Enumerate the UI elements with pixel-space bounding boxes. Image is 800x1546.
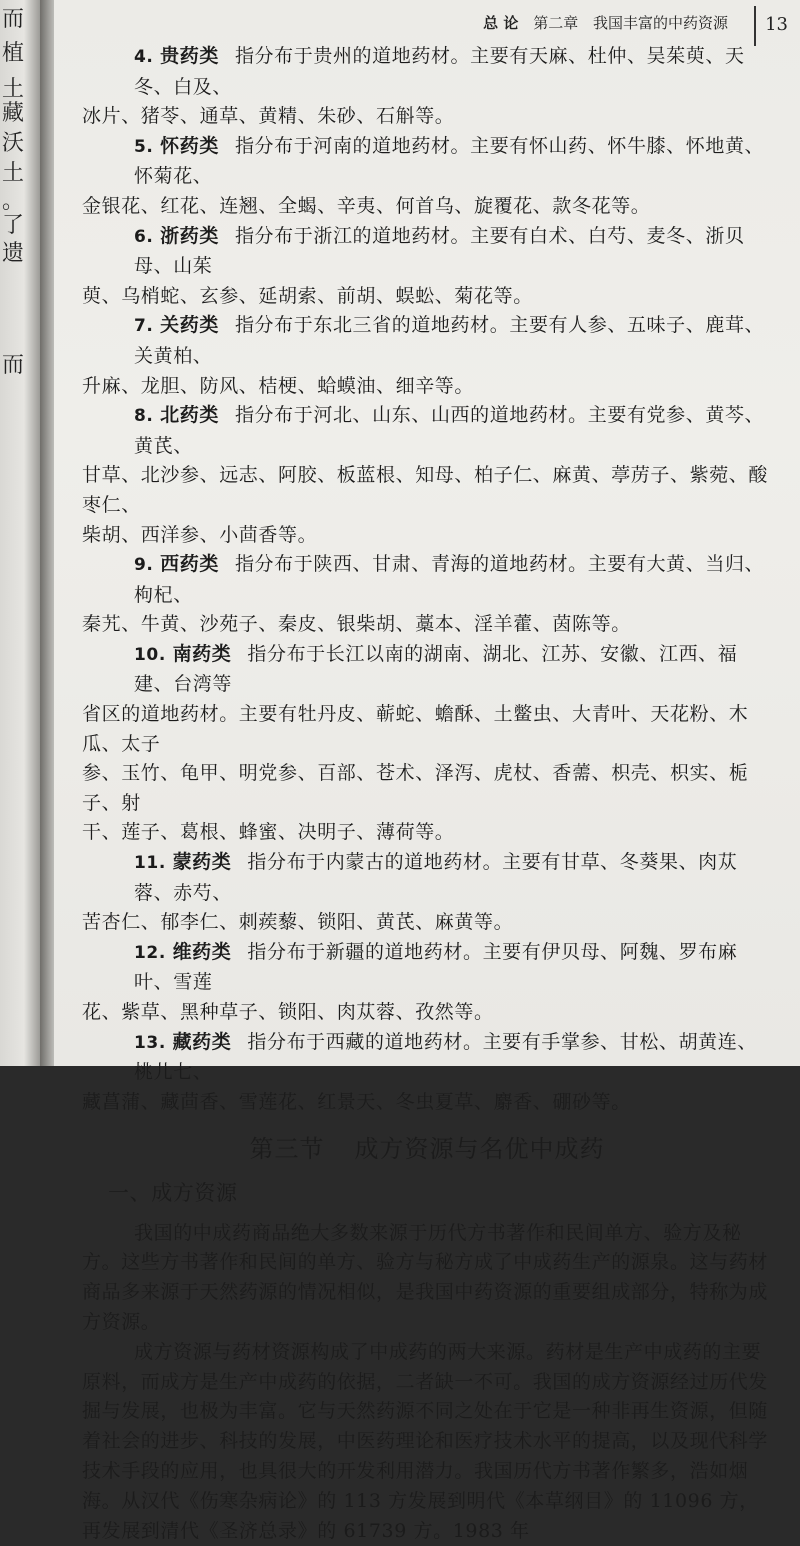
entry-continuation: 干、莲子、葛根、蜂蜜、决明子、薄荷等。 (82, 821, 455, 844)
entry-continuation: 省区的道地药材。主要有牡丹皮、蕲蛇、蟾酥、土鳖虫、大青叶、天花粉、木瓜、太子 (82, 703, 749, 755)
header-chapter: 第二章 (533, 14, 579, 32)
medicine-category-entry (82, 132, 772, 222)
entry-description: 指分布于陕西、甘肃、青海的道地药材。主要有大黄、当归、枸杞、 (134, 553, 765, 606)
entry-description: 指分布于河北、山东、山西的道地药材。主要有党参、黄芩、黄芪、 (134, 404, 765, 457)
entry-number: 5. (134, 136, 154, 157)
medicine-category-entry (82, 222, 772, 312)
entry-number: 9. (134, 555, 154, 576)
left-page-fragment: 。 (2, 189, 25, 214)
entry-continuation: 苦杏仁、郁李仁、刺蒺藜、锁阳、黄芪、麻黄等。 (82, 911, 514, 934)
left-page-edge (0, 0, 40, 1066)
entry-description: 指分布于西藏的道地药材。主要有手掌参、甘松、胡黄连、桃儿七、 (134, 1030, 757, 1084)
entry-description: 指分布于内蒙古的道地药材。主要有甘草、冬葵果、肉苁蓉、赤芍、 (134, 851, 738, 904)
section-heading (82, 1135, 772, 1165)
left-page-fragment: 沃 (2, 131, 25, 156)
entry-name: 维药类 (172, 940, 232, 963)
entry-description: 指分布于东北三省的道地药材。主要有人参、五味子、鹿茸、关黄柏、 (134, 314, 765, 367)
medicine-category-entry (82, 1028, 772, 1118)
medicine-category-entry (82, 311, 772, 401)
entry-name: 藏药类 (172, 1030, 232, 1053)
entry-description: 指分布于长江以南的湖南、湖北、江苏、安徽、江西、福建、台湾等 (134, 642, 738, 696)
entry-name: 关药类 (160, 314, 219, 337)
header-divider (754, 6, 756, 46)
section-title: 成方资源与名优中成药 (354, 1135, 605, 1164)
entry-number: 7. (134, 316, 154, 337)
left-page-fragment: 而 (2, 353, 25, 378)
entry-description: 指分布于新疆的道地药材。主要有伊贝母、阿魏、罗布麻叶、雪莲 (134, 940, 738, 994)
body-paragraph: 成方资源与药材资源构成了中成药的两大来源。药材是生产中成药的主要原料，而成方是生产中成药的依据，二者缺一不可。我国的成方资源经过历代发掘与发展，也极为丰富。它与天然药源不同之处在于它是一种非再生资源，但随着社会的进步、科技的发展，中医药理论和医疗技术水平的提高，以及现代科学技术手段的应用，也具很大的开发利用潜力。我国历代方书著作繁多，浩如烟海。从汉代《伤寒杂病论》的 113 方发展到明代《本草纲目》的 11096 方，再发展到清代《圣济总录》的 61739 方。1983 年 (82, 1340, 769, 1542)
entry-number: 6. (134, 226, 154, 247)
entry-number: 4. (134, 47, 154, 67)
body-paragraph: 我国的中成药商品绝大多数来源于历代方书著作和民间单方、验方及秘方。这些方书著作和民间的单方、验方与秘方成了中成药生产的源泉。这与药材商品多来源于天然药源的情况相似，是我国中药资源的重要组成部分，特称为成方资源。 (82, 1221, 769, 1333)
left-page-fragment: 了 (2, 213, 25, 238)
entry-number: 10. (134, 644, 166, 665)
page-number: 13 (765, 14, 788, 35)
medicine-category-entry (82, 640, 772, 848)
entry-name: 北药类 (160, 404, 219, 427)
entry-continuation: 升麻、龙胆、防风、桔梗、蛤蟆油、细辛等。 (82, 374, 475, 397)
entry-name: 南药类 (172, 642, 232, 665)
medicine-category-entry (82, 848, 772, 938)
entry-continuation: 秦艽、牛黄、沙苑子、秦皮、银柴胡、藁本、淫羊藿、茵陈等。 (82, 613, 631, 636)
entry-continuation: 柴胡、西洋参、小茴香等。 (82, 523, 318, 546)
header-part: 总 论 (483, 14, 519, 32)
entry-continuation: 冰片、猪苓、通草、黄精、朱砂、石斛等。 (82, 105, 455, 128)
entry-number: 8. (134, 406, 154, 427)
entry-continuation: 参、玉竹、龟甲、明党参、百部、苍术、泽泻、虎杖、香薷、枳壳、枳实、栀子、射 (82, 762, 749, 814)
left-page-fragment: 藏 (2, 101, 25, 126)
entry-name: 怀药类 (160, 134, 219, 157)
entry-number: 13. (134, 1032, 166, 1053)
entry-name: 蒙药类 (172, 851, 232, 874)
left-page-fragment: 而 (2, 7, 25, 32)
entry-continuation: 萸、乌梢蛇、玄参、延胡索、前胡、蜈蚣、菊花等。 (82, 284, 533, 307)
book-page (54, 0, 800, 1542)
entry-description: 指分布于浙江的道地药材。主要有白术、白芍、麦冬、浙贝母、山茱 (134, 224, 745, 278)
left-page-fragment: 植 (2, 41, 25, 66)
section-number: 第三节 (249, 1135, 325, 1164)
subsection-heading: 一、成方资源 (108, 1180, 238, 1205)
left-page-fragment: 遗 (2, 241, 25, 266)
header-chapter-title: 我国丰富的中药资源 (592, 14, 728, 32)
entry-description: 指分布于河南的道地药材。主要有怀山药、怀牛膝、怀地黄、怀菊花、 (134, 134, 765, 188)
book-spine (40, 0, 54, 1066)
entry-name: 西药类 (160, 553, 219, 576)
medicine-category-entry (82, 938, 772, 1028)
entry-continuation: 甘草、北沙参、远志、阿胶、板蓝根、知母、柏子仁、麻黄、葶苈子、紫菀、酸枣仁、 (82, 464, 769, 516)
left-page-fragment: 土 (2, 77, 25, 102)
running-header (483, 12, 728, 33)
entry-description: 指分布于贵州的道地药材。主要有天麻、杜仲、吴茱萸、天冬、白及、 (134, 45, 745, 98)
entry-name: 贵药类 (160, 45, 219, 67)
entry-number: 11. (134, 853, 166, 874)
entry-continuation: 花、紫草、黑种草子、锁阳、肉苁蓉、孜然等。 (82, 1001, 494, 1023)
left-page-fragment: 土 (2, 161, 25, 186)
page-content (82, 42, 772, 1546)
entry-continuation: 藏菖蒲、藏茴香、雪莲花、红景天、冬虫夏草、麝香、硼砂等。 (82, 1090, 631, 1113)
medicine-category-entry (82, 401, 772, 550)
entry-continuation: 金银花、红花、连翘、全蝎、辛夷、何首乌、旋覆花、款冬花等。 (82, 194, 651, 217)
entry-number: 12. (134, 942, 166, 963)
entry-name: 浙药类 (160, 224, 219, 247)
medicine-category-entry (82, 550, 772, 640)
medicine-category-entry (82, 42, 772, 132)
